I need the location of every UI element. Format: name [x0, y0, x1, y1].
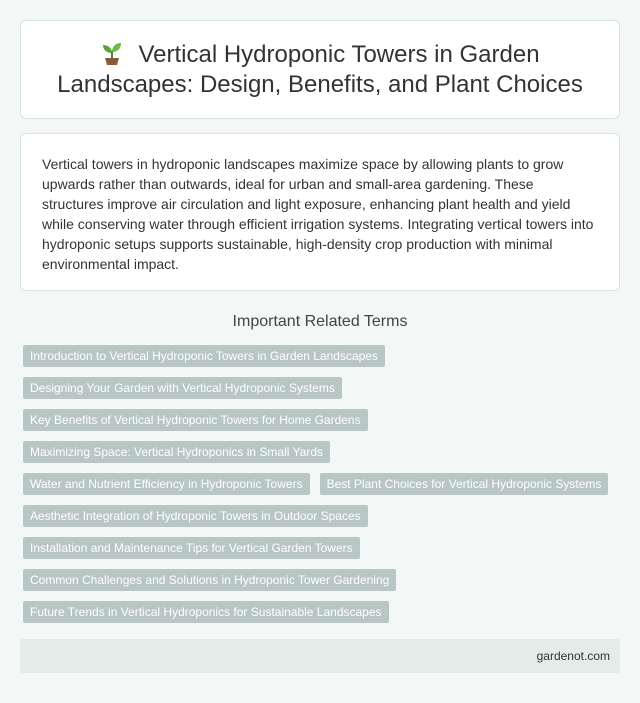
related-term-tag[interactable]: Future Trends in Vertical Hydroponics for Sustainable Landscapes: [23, 601, 389, 623]
related-term-tag[interactable]: Water and Nutrient Efficiency in Hydroponic Towers: [23, 473, 310, 495]
footer-site-link[interactable]: gardenot.com: [536, 649, 610, 663]
related-term-tag[interactable]: Maximizing Space: Vertical Hydroponics in Small Yards: [23, 441, 330, 463]
related-terms-list: [23, 345, 623, 623]
related-terms-heading: Important Related Terms: [232, 313, 408, 330]
related-term-tag[interactable]: Best Plant Choices for Vertical Hydroponic Systems: [320, 473, 609, 495]
related-term-tag[interactable]: Installation and Maintenance Tips for Vertical Garden Towers: [23, 537, 360, 559]
summary-text: Vertical towers in hydroponic landscapes maximize space by allowing plants to grow upwards rather than outwards, ideal for urban and small-area gardening. These structures improve air circulation and light exposure, enhancing plant health and yield while conserving water through efficient irrigation systems. Integrating vertical towers into hydroponic setups supports sustainable, high-density crop production with minimal environmental impact.: [42, 156, 594, 272]
related-term-tag[interactable]: Aesthetic Integration of Hydroponic Towers in Outdoor Spaces: [23, 505, 368, 527]
footer: [20, 639, 620, 673]
related-term-tag[interactable]: Key Benefits of Vertical Hydroponic Towers for Home Gardens: [23, 409, 368, 431]
related-term-tag[interactable]: Introduction to Vertical Hydroponic Towers in Garden Landscapes: [23, 345, 385, 367]
page-title: [51, 40, 589, 100]
page-title-text: Vertical Hydroponic Towers in Garden Landscapes: Design, Benefits, and Plant Choices: [57, 40, 583, 98]
related-term-tag[interactable]: Common Challenges and Solutions in Hydroponic Tower Gardening: [23, 569, 396, 591]
summary-card: [20, 133, 620, 291]
related-term-tag[interactable]: Designing Your Garden with Vertical Hydroponic Systems: [23, 377, 342, 399]
title-card: [20, 20, 620, 119]
sprout-icon: [100, 40, 124, 66]
